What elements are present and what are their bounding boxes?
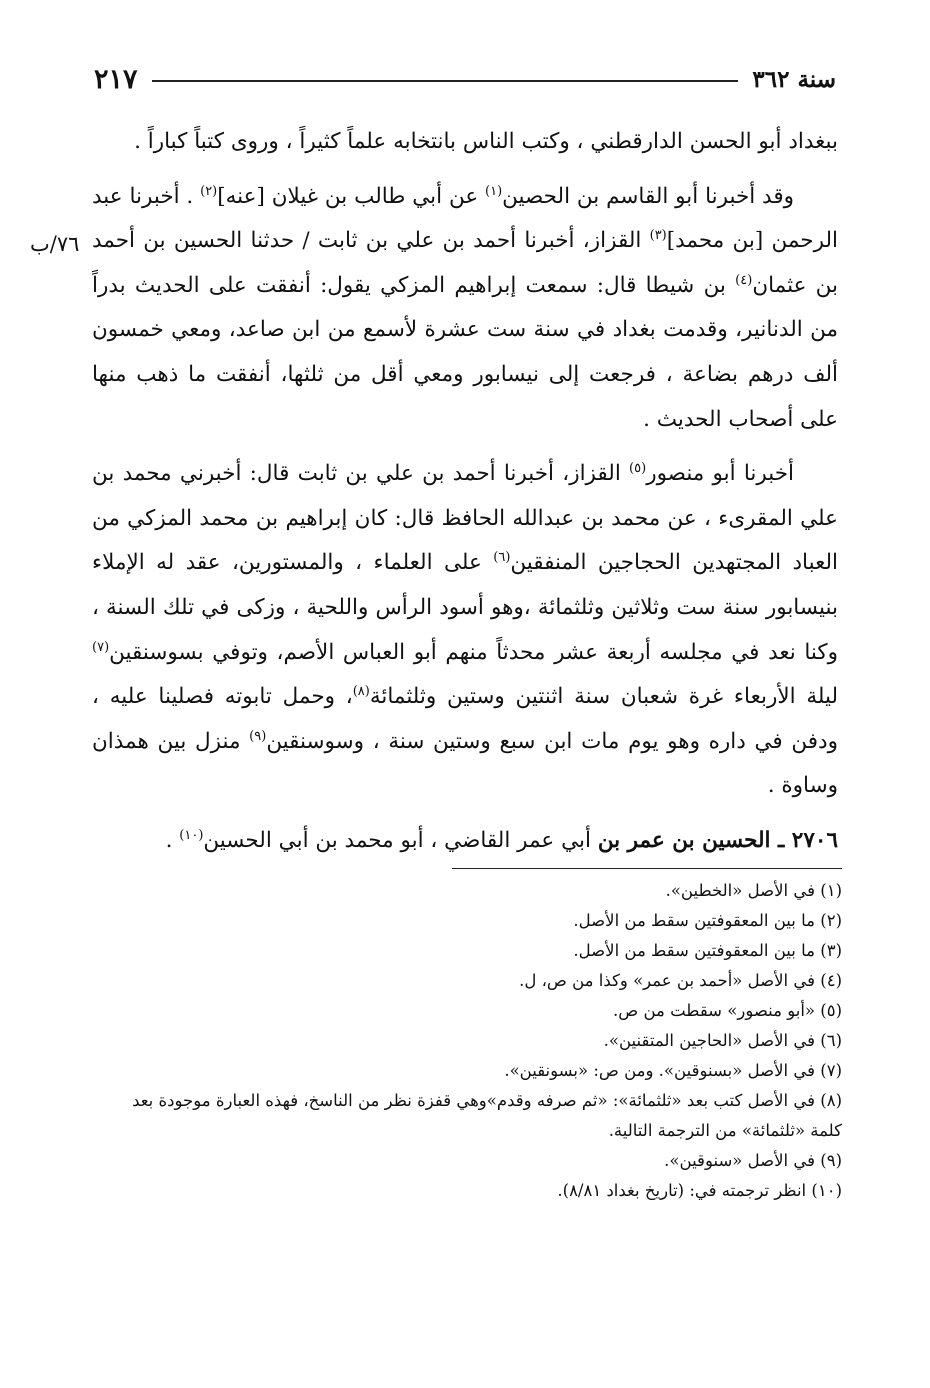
footnote-8: (٨) في الأصل كتب بعد «ثلثمائة»: «ثم صرفه وقدم»وهي قفزة نظر من الناسخ، فهذه العبارة موجودة بعد [132,1091,842,1110]
paragraph-2-text-b: عن أبي طالب بن غيلان [عنه] [217,183,485,209]
paragraph-3-text-f: منزل بين همذان وساوة . [92,728,838,799]
footnote-ref-3[interactable]: (٣) [649,228,667,244]
entry-end: . [165,827,180,853]
footnote-9: (٩) في الأصل «سنوقين». [664,1151,842,1170]
header-rule [152,80,739,82]
footnote-ref-4[interactable]: (٤) [735,272,753,288]
footnote-7: (٧) في الأصل «بسنوقين». ومن ص: «بسونقين». [504,1061,842,1080]
entry-name-rest: أبي عمر القاضي ، أبو محمد بن أبي الحسين [203,827,598,853]
footnote-6: (٦) في الأصل «الحاجين المتقنين». [603,1031,842,1050]
footnote-ref-2[interactable]: (٢) [200,183,218,199]
footnotes [80,876,842,1206]
paragraph-3-text-a: أخبرنا أبو منصور [646,461,794,487]
entry-number-name: ٢٧٠٦ ـ الحسين بن عمر بن [597,827,838,853]
page-header [94,64,836,94]
footnote-4: (٤) في الأصل «أحمد بن عمر» وكذا من ص، ل. [519,971,842,990]
paragraph-3-text-c: على العلماء ، والمستورين، عقد له الإملاء بنيسابور سنة ست وثلاثين وثلثمائة ،وهو أسود الرأس واللحية ، وزكى في تلك السنة ، وكنا نعد في مجلسه أربعة عشر محدثاً منهم أبو العباس الأصم، وتوفي بسوسنقين [92,550,838,665]
paragraph-1-text: ببغداد أبو الحسن الدارقطني ، وكتب الناس بانتخابه علماً كثيراً ، وروى كتباً كباراً . [134,129,838,154]
footnote-5: (٥) «أبو منصور» سقطت من ص. [613,1001,842,1020]
header-year: سنة ٣٦٢ [752,65,836,93]
footnote-ref-9[interactable]: (٩) [249,728,267,744]
footnote-ref-5[interactable]: (٥) [629,461,647,476]
page-number: ٢١٧ [94,63,138,95]
footnote-divider [452,868,842,869]
paragraph-1 [92,120,838,165]
biography-entry-heading [92,819,838,864]
footnote-10: (١٠) انظر ترجمته في: (تاريخ بغداد ٨/٨١). [557,1181,842,1200]
footnote-ref-1[interactable]: (١) [485,183,503,199]
paragraph-3-text-b: القزاز، أخبرنا أحمد بن علي بن ثابت قال: أخبرني محمد بن علي المقرىء ، عن محمد بن عبدالله الحافظ قال: كان إبراهيم بن محمد المزكي من العباد المجتهدين الحجاجين المنفقين [92,461,838,576]
paragraph-3-text-d: ليلة الأربعاء غرة شعبان سنة اثنتين وستين وثلثمائة [369,684,838,710]
footnote-ref-7[interactable]: (٧) [92,639,110,655]
paragraph-3 [92,452,838,809]
paragraph-3-text-e: ، وحمل تابوته فصلينا عليه ، ودفن في داره وهو يوم مات ابن سبع وستين سنة ، وسوسنقين [92,684,838,754]
footnote-1: (١) في الأصل «الخطين». [665,881,842,900]
footnote-8-continuation: كلمة «ثلثمائة» من الترجمة التالية. [608,1121,842,1140]
main-text [92,120,838,874]
paragraph-2-text-d: القزاز، أخبرنا أحمد بن علي بن ثابت / حدثنا الحسين بن أحمد بن عثمان [92,228,838,298]
footnote-ref-6[interactable]: (٦) [493,550,511,566]
manuscript-folio-note: ٧٦/ب [30,232,80,256]
footnote-3: (٣) ما بين المعقوفتين سقط من الأصل. [573,941,842,960]
footnote-2: (٢) ما بين المعقوفتين سقط من الأصل. [573,911,842,930]
paragraph-2-text-c: . أخبرنا عبد الرحمن [بن محمد] [92,183,838,254]
footnote-ref-8[interactable]: (٨) [352,683,370,699]
footnote-ref-10[interactable]: (١٠) [179,827,204,843]
paragraph-2-text-e: بن شيطا قال: سمعت إبراهيم المزكي يقول: أنفقت على الحديث بدراً من الدنانير، وقدمت بغداد في سنة ست عشرة لأسمع من ابن صاعد، ومعي خمسون ألف درهم بضاعة ، فرجعت إلى نيسابور ومعي أقل من ثلثها، أنفقت ما ذهب منها على أصحاب الحديث . [92,272,838,432]
paragraph-2-text-a: وقد أخبرنا أبو القاسم بن الحصين [502,183,795,209]
paragraph-2 [92,175,838,443]
